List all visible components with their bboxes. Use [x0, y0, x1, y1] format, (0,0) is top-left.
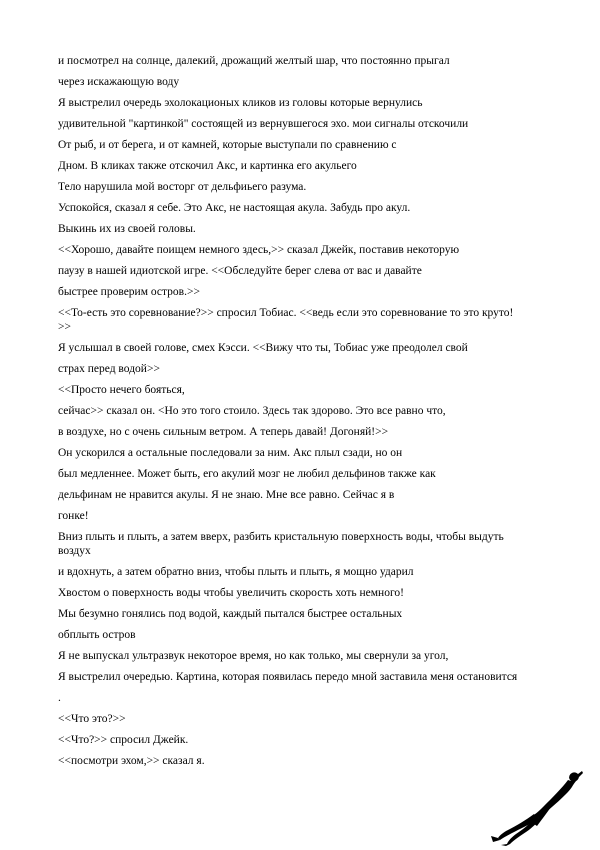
text-line: гонке!: [58, 510, 89, 522]
text-line: удивительной "картинкой" состоящей из вернувшегося эхо. мои сигналы отскочили: [58, 118, 469, 130]
text-line: Хвостом о поверхность воды чтобы увеличить скорость хоть немного!: [58, 587, 404, 599]
text-line: Я выстрелил очередью. Картина, которая появилась передо мной заставила меня остановится: [58, 671, 518, 683]
swimmer-silhouette-icon: [490, 768, 590, 846]
text-line: Дном. В кликах также отскочил Акс, и картинка его акульего: [58, 160, 357, 172]
text-line: Выкинь их из своей головы.: [58, 223, 196, 235]
text-line: обплыть остров: [58, 629, 136, 641]
text-line: и посмотрел на солнце, далекий, дрожащий желтый шар, что постоянно прыгал: [58, 55, 450, 67]
text-line: Он ускорился а остальные последовали за ним. Акс плыл сзади, но он: [58, 447, 403, 459]
text-line: страх перед водой>>: [58, 363, 160, 375]
text-line: паузу в нашей идиотской игре. <<Обследуйте берег слева от вас и давайте: [58, 265, 422, 277]
text-line: <<Хорошо, давайте поищем немного здесь,>> сказал Джейк, поставив некоторую: [58, 244, 460, 256]
text-line: дельфинам не нравится акулы. Я не знаю. Мне все равно. Сейчас я в: [58, 489, 395, 501]
text-line: >>: [58, 321, 71, 333]
document-text: [58, 54, 548, 775]
text-line: <<Просто нечего бояться,: [58, 384, 185, 396]
text-line: <<Что это?>>: [58, 713, 126, 725]
text-line: в воздухе, но с очень сильным ветром. А теперь давай! Догоняй!>>: [58, 426, 389, 438]
text-line: Успокойся, сказал я себе. Это Акс, не настоящая акула. Забудь про акул.: [58, 202, 411, 214]
text-line: сейчас>> сказал он. <Но это того стоило. Здесь так здорово. Это все равно что,: [58, 405, 446, 417]
text-line: Тело нарушила мой восторг от дельфиьего разума.: [58, 181, 307, 193]
text-line: Вниз плыть и плыть, а затем вверх, разбить кристальную поверхность воды, чтобы выдуть: [58, 531, 504, 543]
text-line: Я выстрелил очередь эхолокационых кликов из головы которые вернулись: [58, 97, 423, 109]
text-line: Мы безумно гонялись под водой, каждый пытался быстрее остальных: [58, 608, 403, 620]
text-line: Я услышал в своей голове, смех Кэсси. <<Вижу что ты, Тобиас уже преодолел свой: [58, 342, 468, 354]
text-line: <<Что?>> спросил Джейк.: [58, 734, 189, 746]
text-line: и вдохнуть, а затем обратно вниз, чтобы плыть и плыть, я мощно ударил: [58, 566, 414, 578]
text-line: Я не выпускал ультразвук некоторое время, но как только, мы свернули за угол,: [58, 650, 449, 662]
text-line: через искажающую воду: [58, 76, 180, 88]
text-line: .: [58, 692, 61, 704]
text-line: <<То-есть это соревнование?>> спросил Тобиас. <<ведь если это соревнование то это круто!: [58, 307, 514, 319]
text-line: был медленнее. Может быть, его акулий мозг не любил дельфинов также как: [58, 468, 436, 480]
text-line: От рыб, и от берега, и от камней, которые выступали по сравнению с: [58, 139, 397, 151]
text-line: быстрее проверим остров.>>: [58, 286, 200, 298]
text-line: <<посмотри эхом,>> сказал я.: [58, 755, 205, 767]
text-line: воздух: [58, 545, 91, 557]
